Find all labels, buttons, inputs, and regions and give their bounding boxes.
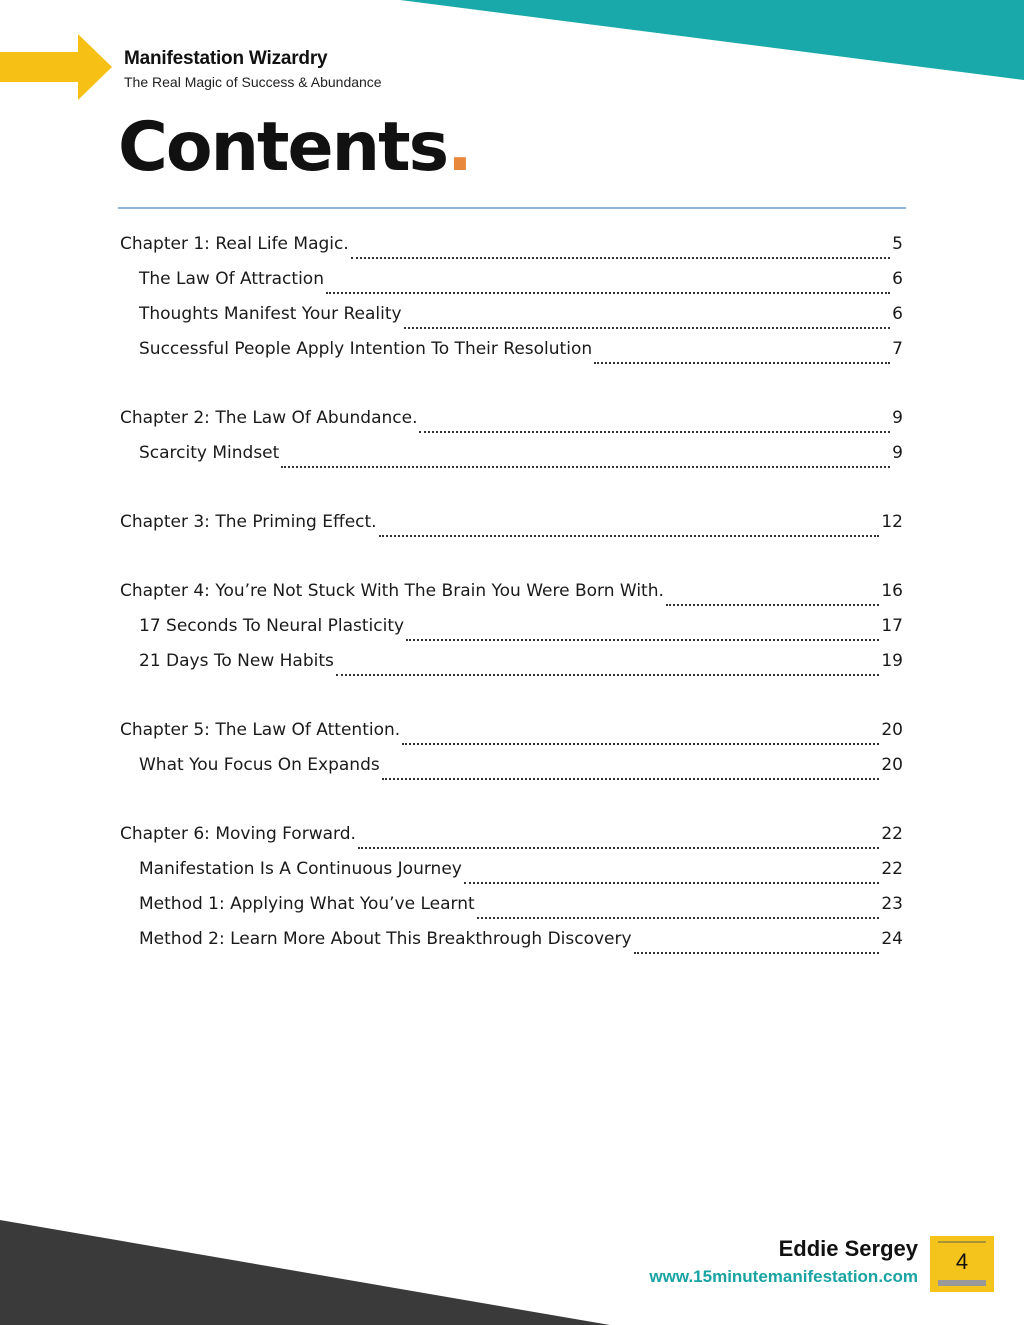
toc-chapter-entry[interactable] bbox=[120, 512, 903, 547]
toc-leader-dots bbox=[666, 604, 879, 606]
toc-leader-dots bbox=[406, 639, 879, 641]
toc-leader-dots bbox=[382, 778, 880, 780]
toc-section-entry[interactable] bbox=[120, 929, 903, 964]
toc-entry-label: Chapter 2: The Law Of Abundance. bbox=[120, 408, 418, 428]
toc-entry-label: 17 Seconds To Neural Plasticity bbox=[139, 616, 405, 636]
toc-entry-label: Scarcity Mindset bbox=[139, 443, 280, 463]
toc-chapter-entry[interactable] bbox=[120, 720, 903, 755]
toc-entry-page: 24 bbox=[881, 929, 903, 949]
page-title-text: Contents bbox=[118, 108, 448, 187]
title-divider bbox=[118, 207, 906, 209]
toc-section-entry[interactable] bbox=[120, 443, 903, 478]
toc-entry-label: Chapter 3: The Priming Effect. bbox=[120, 512, 377, 532]
toc-entry-page: 19 bbox=[881, 651, 903, 671]
toc-entry-label: Chapter 4: You’re Not Stuck With The Brain You Were Born With. bbox=[120, 581, 664, 601]
toc-leader-dots bbox=[358, 847, 879, 849]
toc-entry-page: 7 bbox=[892, 339, 903, 359]
table-of-contents bbox=[120, 234, 903, 964]
toc-section-entry[interactable] bbox=[120, 859, 903, 894]
toc-entry-label: Chapter 5: The Law Of Attention. bbox=[120, 720, 401, 740]
toc-leader-dots bbox=[477, 917, 880, 919]
book-title: Manifestation Wizardry bbox=[124, 48, 328, 69]
toc-entry-page: 22 bbox=[881, 824, 903, 844]
toc-section-entry[interactable] bbox=[120, 651, 903, 686]
toc-entry-page: 9 bbox=[892, 408, 903, 428]
toc-entry-label: 21 Days To New Habits bbox=[139, 651, 334, 671]
toc-entry-page: 6 bbox=[892, 269, 903, 289]
toc-leader-dots bbox=[634, 952, 880, 954]
toc-leader-dots bbox=[281, 466, 890, 468]
toc-entry-page: 5 bbox=[892, 234, 903, 254]
toc-section-entry[interactable] bbox=[120, 894, 903, 929]
toc-entry-page: 23 bbox=[881, 894, 903, 914]
arrow-right-icon bbox=[0, 34, 112, 100]
toc-chapter-entry[interactable] bbox=[120, 581, 903, 616]
toc-entry-page: 12 bbox=[881, 512, 903, 532]
title-dot: . bbox=[447, 108, 471, 187]
toc-entry-label: Manifestation Is A Continuous Journey bbox=[139, 859, 462, 879]
toc-section-entry[interactable] bbox=[120, 339, 903, 374]
toc-section-entry[interactable] bbox=[120, 304, 903, 339]
toc-entry-page: 16 bbox=[881, 581, 903, 601]
website-link[interactable]: www.15minutemanifestation.com bbox=[649, 1267, 918, 1286]
toc-leader-dots bbox=[326, 292, 890, 294]
toc-entry-label: Method 2: Learn More About This Breakthrough Discovery bbox=[139, 929, 632, 949]
toc-leader-dots bbox=[594, 362, 890, 364]
toc-entry-page: 22 bbox=[881, 859, 903, 879]
toc-entry-label: The Law Of Attraction bbox=[139, 269, 324, 289]
toc-leader-dots bbox=[402, 743, 879, 745]
toc-section-entry[interactable] bbox=[120, 755, 903, 790]
toc-leader-dots bbox=[419, 431, 890, 433]
page-title bbox=[118, 108, 471, 187]
toc-entry-page: 20 bbox=[881, 755, 903, 775]
toc-entry-page: 20 bbox=[881, 720, 903, 740]
toc-entry-label: Chapter 1: Real Life Magic. bbox=[120, 234, 349, 254]
toc-entry-label: Successful People Apply Intention To Their Resolution bbox=[139, 339, 593, 359]
toc-leader-dots bbox=[464, 882, 880, 884]
author-name: Eddie Sergey bbox=[778, 1236, 918, 1261]
page-number: 4 bbox=[955, 1249, 969, 1274]
toc-leader-dots bbox=[379, 535, 880, 537]
toc-entry-label: Chapter 6: Moving Forward. bbox=[120, 824, 356, 844]
toc-entry-page: 9 bbox=[892, 443, 903, 463]
book-subtitle: The Real Magic of Success & Abundance bbox=[124, 74, 382, 90]
toc-entry-label: Thoughts Manifest Your Reality bbox=[139, 304, 402, 324]
toc-entry-page: 6 bbox=[892, 304, 903, 324]
toc-section-entry[interactable] bbox=[120, 269, 903, 304]
toc-entry-label: Method 1: Applying What You’ve Learnt bbox=[139, 894, 475, 914]
toc-leader-dots bbox=[336, 674, 879, 676]
toc-chapter-entry[interactable] bbox=[120, 408, 903, 443]
toc-leader-dots bbox=[351, 257, 890, 259]
toc-section-entry[interactable] bbox=[120, 616, 903, 651]
toc-chapter-entry[interactable] bbox=[120, 824, 903, 859]
toc-entry-label: What You Focus On Expands bbox=[139, 755, 380, 775]
toc-entry-page: 17 bbox=[881, 616, 903, 636]
toc-leader-dots bbox=[404, 327, 891, 329]
page-number-badge bbox=[930, 1236, 994, 1292]
toc-chapter-entry[interactable] bbox=[120, 234, 903, 269]
